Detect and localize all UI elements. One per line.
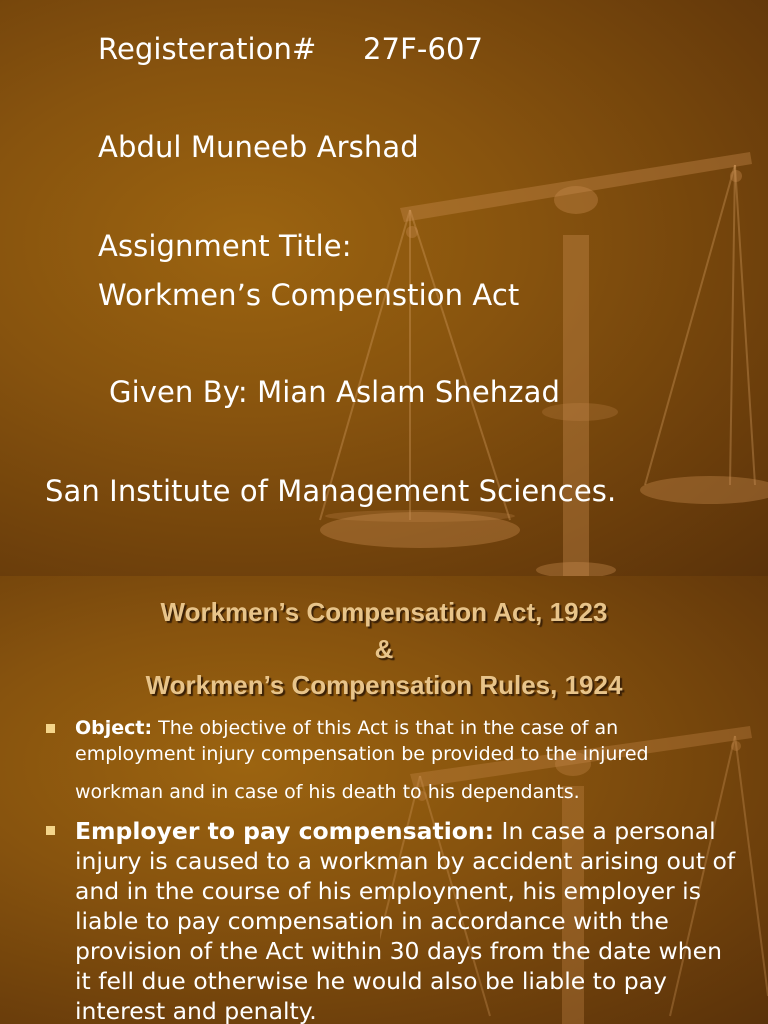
object-line-3: workman and in case of his death to his dependants. (75, 781, 580, 803)
bullet-marker (46, 826, 55, 835)
employer-paragraph (75, 816, 745, 1024)
employer-text: In case a personal injury is caused to a workman by accident arising out of and in the course of his employment, his employer is liable to pay compensation in accordance with the provision of the Act within 30 days from the date when it fell due otherwise he would also be liable to pay interest and penalty. (75, 817, 736, 1024)
justice-scale-illustration (300, 140, 768, 576)
slide-title-line1: Workmen’s Compensation Act, 1923 (160, 597, 608, 627)
registration-label: Registeration# (98, 32, 317, 66)
employer-label: Employer to pay compensation: (75, 817, 495, 845)
content-slide (0, 576, 768, 1024)
institute-name: San Institute of Management Sciences. (45, 474, 617, 508)
object-text-1: The objective of this Act is that in the case of an (152, 717, 619, 739)
assignment-title: Workmen’s Compenstion Act (98, 278, 520, 312)
object-line-1 (75, 716, 618, 740)
object-label: Object: (75, 717, 153, 739)
student-name: Abdul Muneeb Arshad (98, 130, 419, 164)
slide-title-line2: Workmen’s Compensation Rules, 1924 (145, 670, 623, 700)
given-by: Given By: Mian Aslam Shehzad (109, 375, 560, 409)
slide-title-ampersand: & (374, 634, 394, 664)
bullet-marker (46, 724, 55, 733)
object-line-2: employment injury compensation be provided to the injured (75, 743, 649, 765)
assignment-label: Assignment Title: (98, 229, 352, 263)
registration-number: 27F-607 (363, 32, 484, 66)
registration-line (98, 32, 484, 66)
